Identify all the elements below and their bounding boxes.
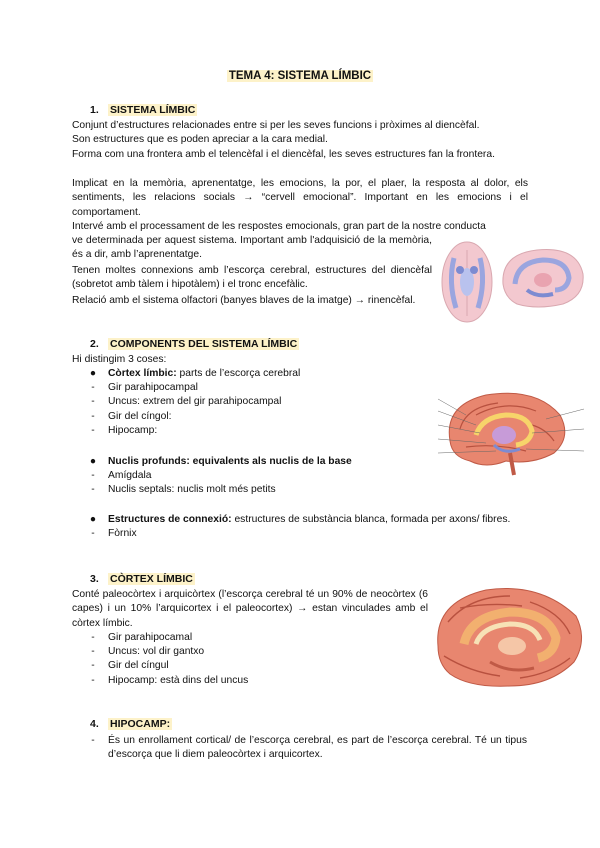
- list-item: - Fòrnix: [91, 528, 137, 540]
- s2-group-1-title: ● Còrtex límbic: parts de l’escorça cerebral: [89, 368, 301, 379]
- brain-limbic-labeled-figure: [436, 385, 586, 481]
- list-item: - Gir del cíngol:: [91, 410, 172, 422]
- s1-paragraph-6: Tenen moltes connexions amb l’escorça cerebral, estructures del diencèfal (sobretot amb tàlem i hipotàlem) i el tronc encefàlic.: [72, 265, 432, 291]
- limbic-sagittal-figure: [497, 244, 587, 314]
- s2-group-3-title: ● Estructures de connexió: estructures de substància blanca, formada per axons/ fibres.: [89, 514, 511, 525]
- s1-paragraph-5b: ve determinada per aquest sistema. Important amb l'adquisició de la memòria, és a dir, amb l’aprenentatge.: [72, 235, 432, 261]
- list-item: - Gir parahipocamal: [91, 632, 193, 643]
- section-1-heading: 1. SISTEMA LÍMBIC: [90, 104, 196, 116]
- list-item: - Hipocamp: està dins del uncus: [91, 674, 249, 686]
- limbic-coronal-figure: [440, 240, 494, 324]
- list-item: - Uncus: extrem del gir parahipocampal: [91, 396, 282, 408]
- s1-paragraph-5a: Intervé amb el processament de les respostes emocionals, gran part de la nostre conducta: [72, 221, 486, 232]
- list-item: - Gir parahipocampal: [91, 382, 198, 394]
- s1-paragraph-3: Forma com una frontera amb el telencèfal i el diencèfal, les seves estructures fan la frontera.: [72, 149, 495, 160]
- s1-paragraph-2: Son estructures que es poden apreciar a la cara medial.: [72, 134, 328, 145]
- section-2-heading: 2. COMPONENTS DEL SISTEMA LÍMBIC: [90, 338, 298, 350]
- s2-intro: Hi distingim 3 coses:: [72, 354, 167, 365]
- s4-list: [87, 734, 527, 762]
- list-item: - Amígdala: [91, 470, 152, 482]
- s2-group-2: [87, 455, 417, 498]
- s1-paragraph-7: Relació amb el sistema olfactori (banyes blaves de la imatge) → rinencèfal.: [72, 295, 416, 306]
- list-item: - Nuclis septals: nuclis molt més petits: [91, 484, 276, 496]
- list-item: - És un enrollament cortical/ de l’escorça cerebral, es part de l’escorça cerebral. Té un tipus d’escorça que li diem paleocòrtex i arquicortex.: [91, 735, 527, 761]
- s3-paragraph-1: Conté paleocòrtex i arquicòrtex (l’escorça cerebral té un 90% de neocòrtex (6 capes) i un 10% l’arquicortex i el paleocortex) → estan vinculades amb el còrtex límbic.: [72, 589, 428, 629]
- s2-group-1: [87, 367, 417, 438]
- s1-paragraph-1: Conjunt d’estructures relacionades entre si per les seves funcions i pròximes al diencèfal.: [72, 120, 480, 131]
- s2-group-3: [87, 513, 527, 541]
- section-3-heading: 3. CÒRTEX LÍMBIC: [90, 573, 193, 585]
- s2-group-2-title: ● Nuclis profunds: equivalents als nuclis de la base: [89, 456, 352, 467]
- s3-list: [87, 631, 407, 688]
- list-item: - Gir del cíngul: [91, 660, 169, 672]
- list-item: - Uncus: vol dir gantxo: [91, 646, 205, 658]
- s1-paragraph-4: Implicat en la memòria, aprenentatge, les emocions, la por, el plaer, la resposta al dolor, els sentiments, les relacions socials → “cervell emocional”. Important en les emocions i el comportament.: [72, 178, 528, 218]
- page-title: TEMA 4: SISTEMA LÍMBIC: [228, 70, 372, 82]
- medial-cortex-figure: [430, 582, 590, 694]
- list-item: - Hipocamp:: [91, 424, 158, 436]
- section-4-heading: 4. HIPOCAMP:: [90, 718, 171, 730]
